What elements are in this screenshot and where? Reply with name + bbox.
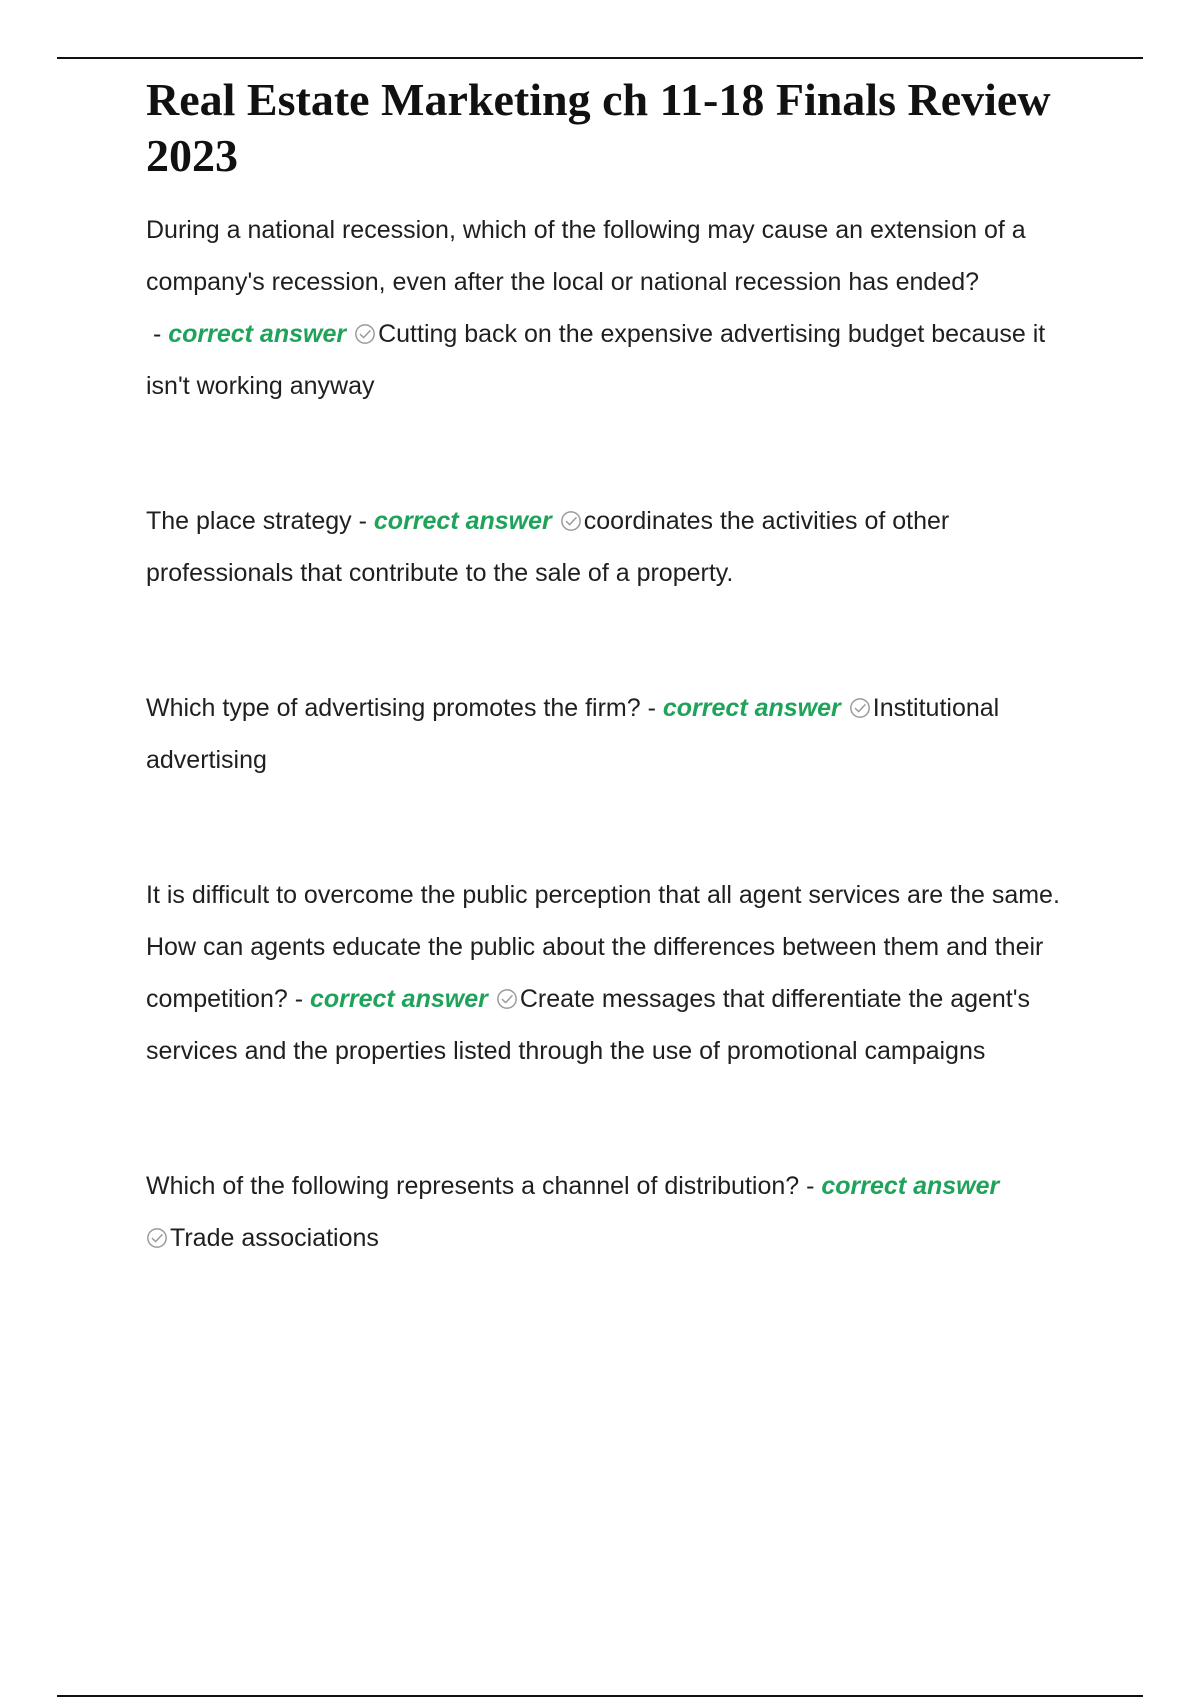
answer-text: Trade associations — [170, 1224, 379, 1252]
check-circle-icon — [496, 988, 518, 1010]
qa-item — [146, 204, 1086, 412]
correct-answer-label: correct answer — [662, 694, 841, 722]
question-text: Which type of advertising promotes the firm? — [146, 694, 641, 722]
page-title: Real Estate Marketing ch 11-18 Finals Review 2023 — [146, 74, 1051, 181]
check-circle-icon — [354, 323, 376, 345]
correct-answer-label: correct answer — [821, 1172, 1000, 1200]
separator: - — [799, 1172, 822, 1200]
correct-answer-label: correct answer — [168, 320, 347, 348]
document-body — [146, 72, 1086, 1347]
qa-item — [146, 682, 1086, 786]
separator: - — [287, 985, 310, 1013]
qa-item — [146, 869, 1086, 1077]
answer-text: Institutional advertising — [146, 694, 1000, 774]
question-text: Which of the following represents a channel of distribution? — [146, 1172, 800, 1200]
correct-answer-label: correct answer — [309, 985, 488, 1013]
question-text: It is difficult to overcome the public perception that all agent services are the same. How can agents educate the public about the differences between them and their competition? — [146, 881, 1060, 1013]
qa-list — [146, 204, 1086, 1264]
question-text: The place strategy — [146, 507, 352, 535]
check-circle-icon — [146, 1227, 168, 1249]
bottom-divider — [57, 1695, 1143, 1697]
separator: - — [146, 320, 169, 348]
check-circle-icon — [560, 510, 582, 532]
question-text: During a national recession, which of the following may cause an extension of a company's recession, even after the local or national recession has ended? — [146, 216, 1026, 296]
separator: - — [640, 694, 663, 722]
qa-item — [146, 495, 1086, 599]
answer-text: Create messages that differentiate the agent's services and the properties listed through the use of promotional campaigns — [146, 985, 1031, 1065]
answer-text: Cutting back on the expensive advertising budget because it isn't working anyway — [146, 320, 1046, 400]
qa-item — [146, 1160, 1086, 1264]
separator: - — [351, 507, 374, 535]
top-divider — [57, 57, 1143, 59]
answer-text: coordinates the activities of other professionals that contribute to the sale of a property. — [146, 507, 950, 587]
correct-answer-label: correct answer — [373, 507, 552, 535]
check-circle-icon — [849, 697, 871, 719]
